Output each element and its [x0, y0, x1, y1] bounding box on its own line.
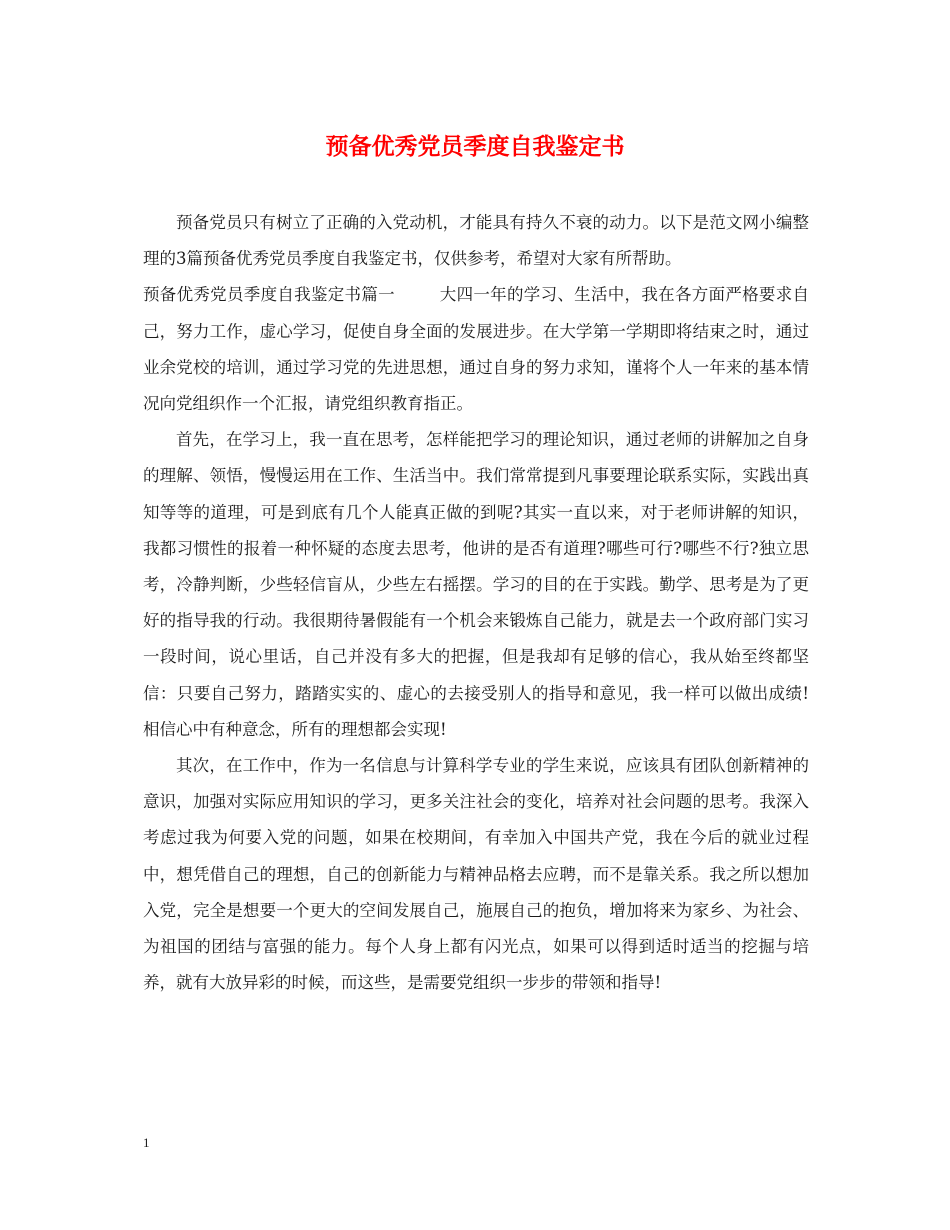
document-body [143, 205, 809, 1001]
body-paragraph-study: 首先，在学习上，我一直在思考，怎样能把学习的理论知识，通过老师的讲解加之自身的理解、领悟，慢慢运用在工作、生活当中。我们常常提到凡事要理论联系实际，实践出真知等等的道理，可是到底有几个人能真正做的到呢?其实一直以来，对于老师讲解的知识，我都习惯性的报着一种怀疑的态度去思考，他讲的是否有道理?哪些可行?哪些不行?独立思考，冷静判断，少些轻信盲从，少些左右摇摆。学习的目的在于实践。勤学、思考是为了更好的指导我的行动。我很期待暑假能有一个机会来锻炼自己能力，就是去一个政府部门实习一段时间，说心里话，自己并没有多大的把握，但是我却有足够的信心，我从始至终都坚信：只要自己努力，踏踏实实的、虚心的去接受别人的指导和意见，我一样可以做出成绩!相信心中有种意念，所有的理想都会实现! [143, 430, 809, 739]
body-paragraph-work: 其次，在工作中，作为一名信息与计算科学专业的学生来说，应该具有团队创新精神的意识，加强对实际应用知识的学习，更多关注社会的变化，培养对社会问题的思考。我深入考虑过我为何要入党的问题，如果在校期间，有幸加入中国共产党，我在今后的就业过程中，想凭借自己的理想，自己的创新能力与精神品格去应聘，而不是靠关系。我之所以想加入党，完全是想要一个更大的空间发展自己，施展自己的抱负，增加将来为家乡、为社会、为祖国的团结与富强的能力。每个人身上都有闪光点，如果可以得到适时适当的挖掘与培养，就有大放异彩的时候，而这些，是需要党组织一步步的带领和指导! [143, 756, 809, 993]
section-paragraph [143, 277, 809, 422]
intro-paragraph: 预备党员只有树立了正确的入党动机，才能具有持久不衰的动力。以下是范文网小编整理的3篇预备优秀党员季度自我鉴定书，仅供参考，希望对大家有所帮助。 [143, 213, 809, 269]
section-heading: 预备优秀党员季度自我鉴定书篇一 [143, 285, 395, 305]
page-number: 1 [143, 1135, 150, 1150]
document-title: 预备优秀党员季度自我鉴定书 [325, 133, 625, 160]
section-text: 大四一年的学习、生活中，我在各方面严格要求自己，努力工作，虚心学习，促使自身全面的发展进步。在大学第一学期即将结束之时，通过业余党校的培训，通过学习党的先进思想，通过自身的努力求知，谨将个人一年来的基本情况向党组织作一个汇报，请党组织教育指正。 [143, 285, 810, 414]
